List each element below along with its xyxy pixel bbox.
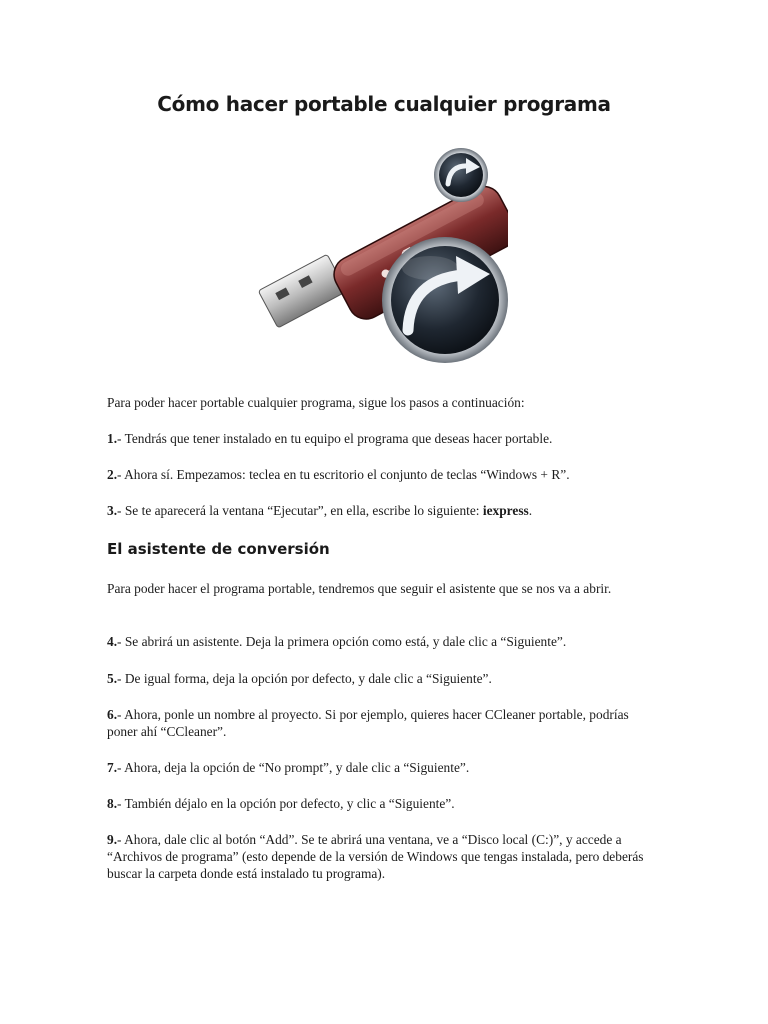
step-separator: - <box>117 431 122 446</box>
step-4 <box>107 633 655 650</box>
usb-connector <box>258 254 347 328</box>
step-text: También déjalo en la opción por defecto, y clic a “Siguiente”. <box>121 796 455 811</box>
step-7 <box>107 759 655 776</box>
section-intro-paragraph: Para poder hacer el programa portable, tendremos que seguir el asistente que se nos va a abrir. <box>107 581 612 596</box>
step-text: Tendrás que tener instalado en tu equipo el programa que deseas hacer portable. <box>121 431 553 446</box>
document-title: Cómo hacer portable cualquier programa <box>157 92 611 116</box>
step-number: 8. <box>107 796 118 811</box>
section-heading: El asistente de conversión <box>107 540 330 558</box>
step-2 <box>107 466 655 483</box>
step-8 <box>107 795 655 812</box>
large-refresh-badge-icon <box>382 237 508 363</box>
step-separator: - <box>117 671 122 686</box>
step-number: 3. <box>107 503 118 518</box>
step-number: 2. <box>107 467 118 482</box>
step-1 <box>107 430 655 447</box>
step-separator: - <box>117 760 122 775</box>
step-text: Ahora, ponle un nombre al proyecto. Si por ejemplo, quieres hacer CCleaner portable, podrías poner ahí “CCleaner”. <box>107 707 629 739</box>
step-text: Ahora, dale clic al botón “Add”. Se te abrirá una ventana, ve a “Disco local (C:)”, y accede a “Archivos de programa” (esto depende de la versión de Windows que tengas instalada, pero deberás buscar la carpeta donde está instalado tu programa). <box>107 832 644 881</box>
step-9 <box>107 831 655 882</box>
step-separator: - <box>117 467 122 482</box>
step-text: Ahora, deja la opción de “No prompt”, y dale clic a “Siguiente”. <box>121 760 470 775</box>
step-separator: - <box>117 832 122 847</box>
step-separator: - <box>117 503 122 518</box>
step-number: 4. <box>107 634 118 649</box>
step-text-end: . <box>528 503 533 518</box>
step-number: 7. <box>107 760 118 775</box>
step-text: Ahora sí. Empezamos: teclea en tu escritorio el conjunto de teclas “Windows + R”. <box>121 467 570 482</box>
step-text: Se te aparecerá la ventana “Ejecutar”, en ella, escribe lo siguiente: <box>121 503 483 518</box>
step-number: 9. <box>107 832 118 847</box>
step-3 <box>107 502 655 519</box>
step-number: 6. <box>107 707 118 722</box>
small-refresh-badge-icon <box>434 148 488 202</box>
step-6 <box>107 706 655 740</box>
step-text: De igual forma, deja la opción por defecto, y dale clic a “Siguiente”. <box>121 671 492 686</box>
step-separator: - <box>117 796 122 811</box>
step-separator: - <box>117 634 122 649</box>
command-keyword: iexpress <box>482 503 529 518</box>
step-number: 1. <box>107 431 118 446</box>
step-text: Se abrirá un asistente. Deja la primera opción como está, y dale clic a “Siguiente”. <box>121 634 567 649</box>
step-5 <box>107 670 655 687</box>
usb-portable-illustration <box>258 140 508 372</box>
step-separator: - <box>117 707 122 722</box>
intro-paragraph: Para poder hacer portable cualquier programa, sigue los pasos a continuación: <box>107 395 525 410</box>
step-number: 5. <box>107 671 118 686</box>
